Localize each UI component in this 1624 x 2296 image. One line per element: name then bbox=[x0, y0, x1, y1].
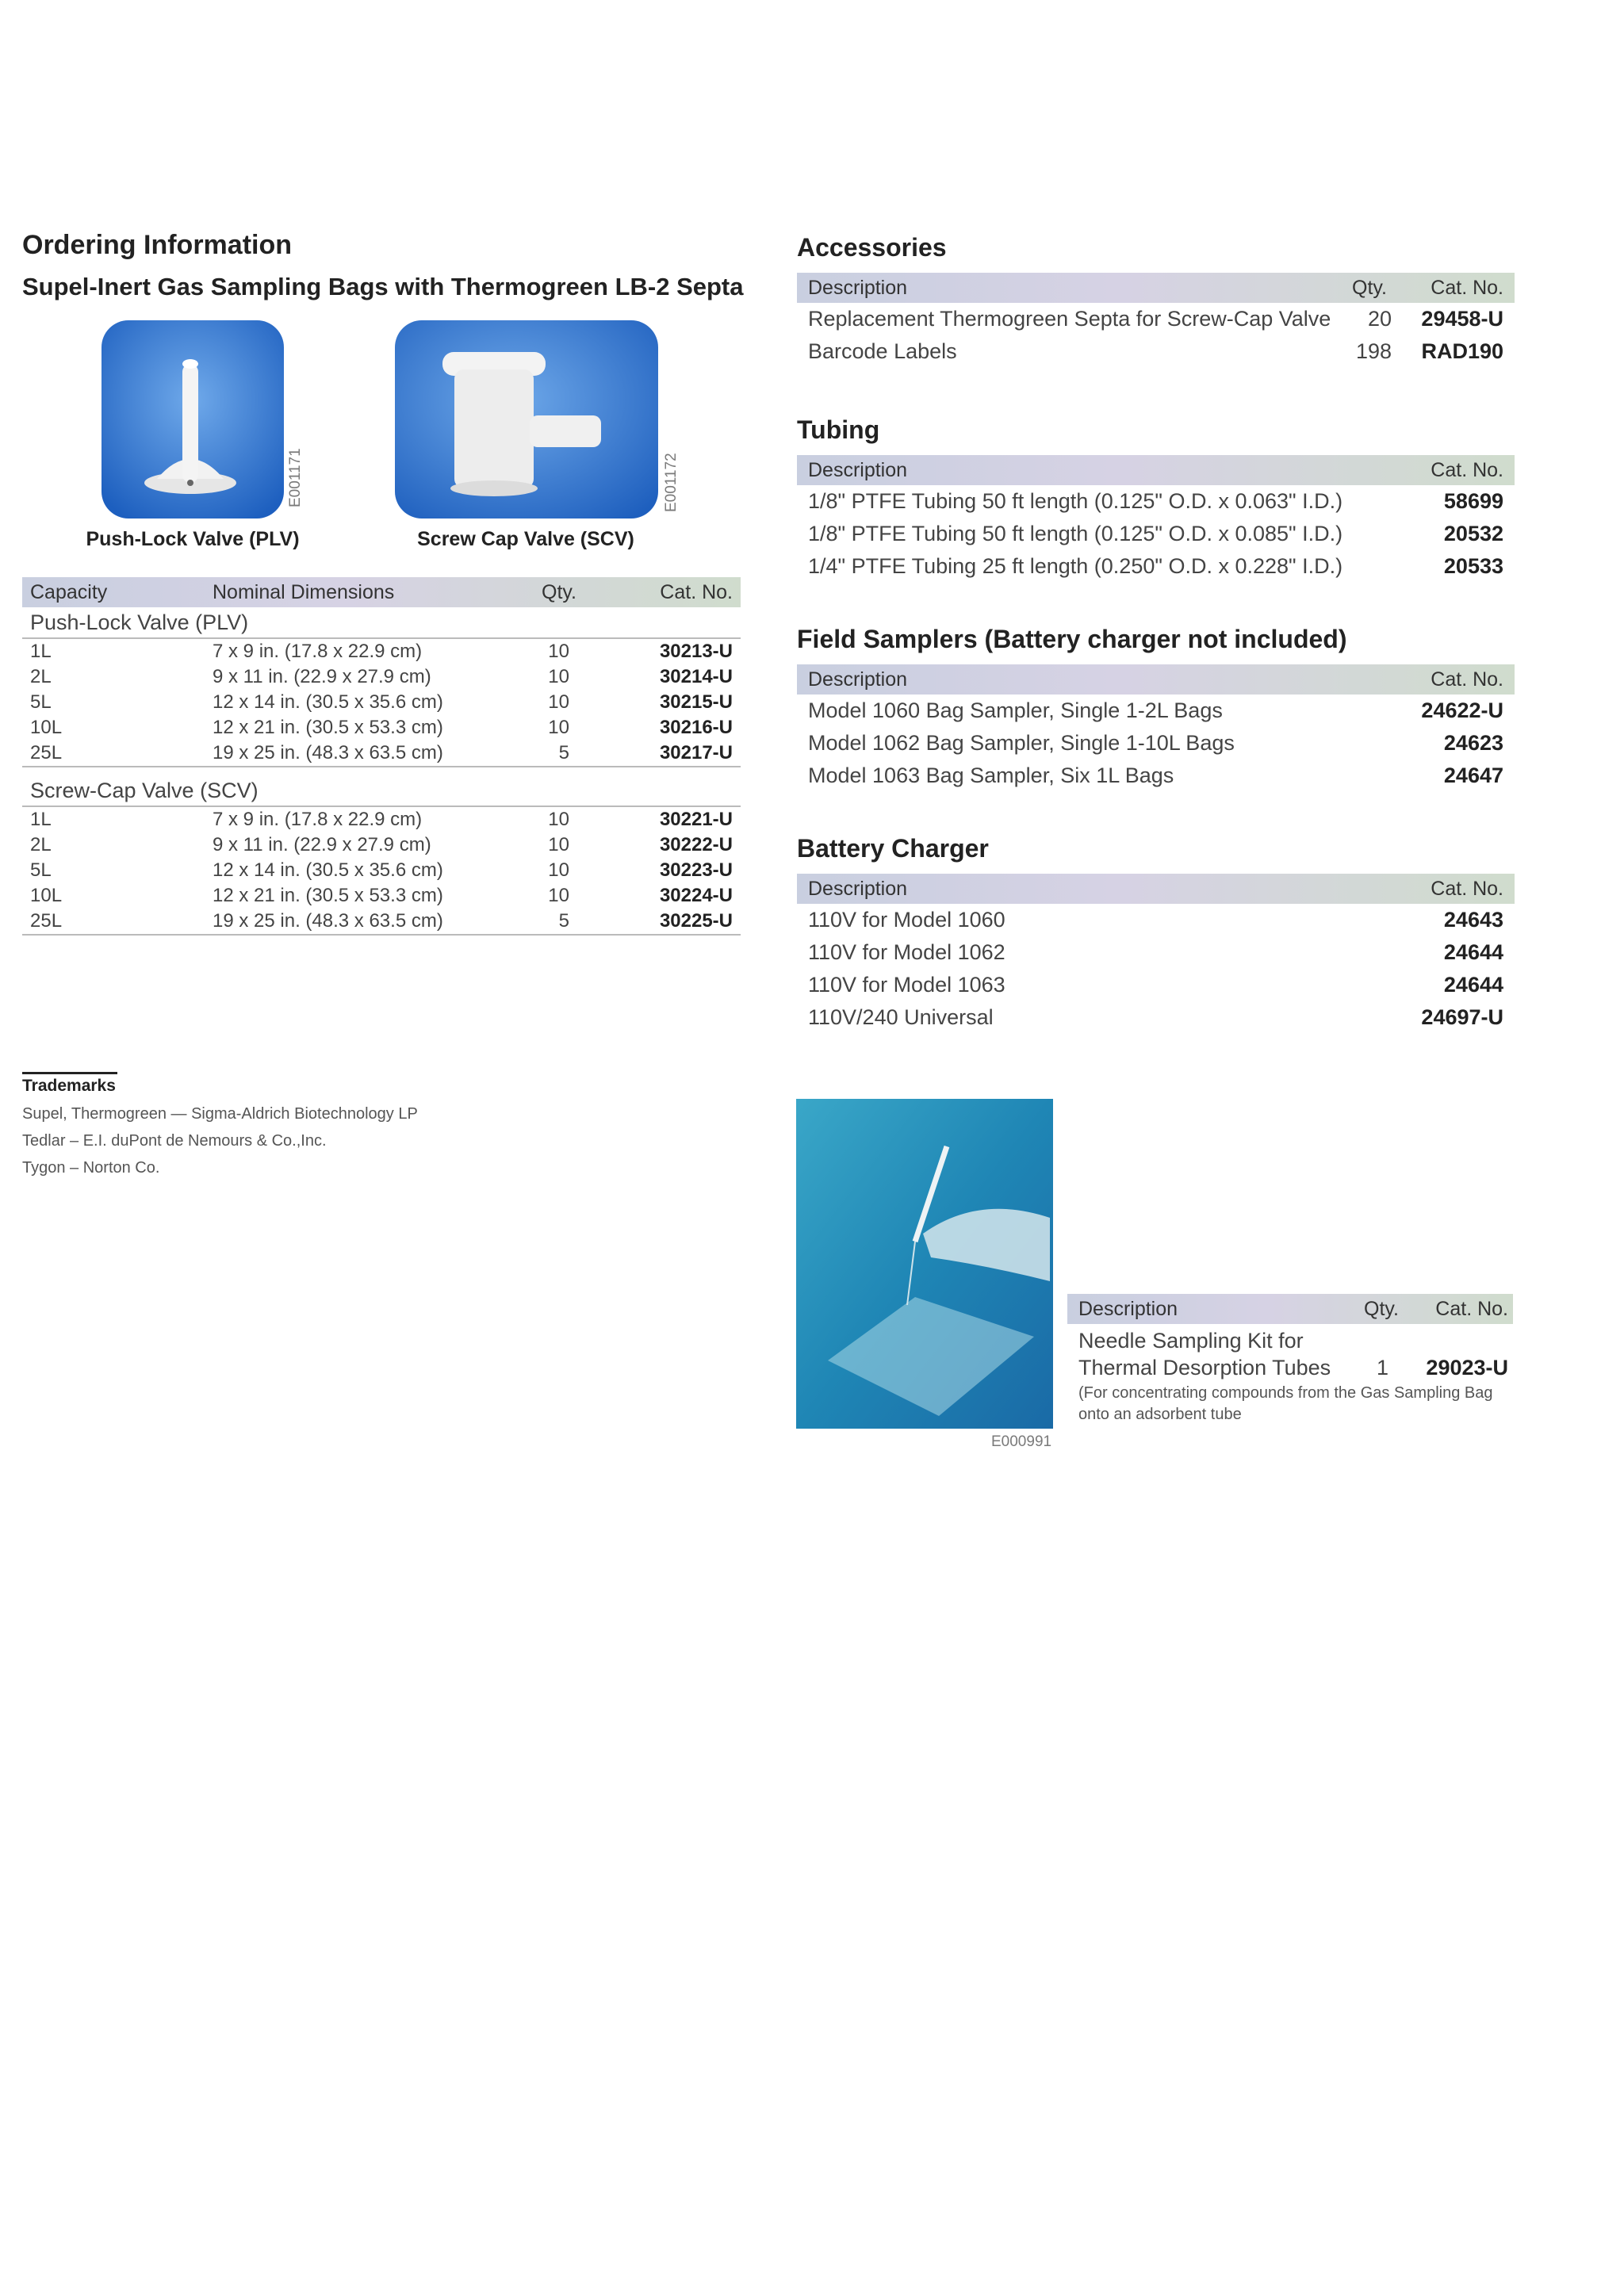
battery-charger-title: Battery Charger bbox=[797, 834, 989, 863]
photo-caption: Push-Lock Valve (PLV) bbox=[86, 528, 300, 550]
table-row bbox=[797, 969, 1515, 1001]
cell-cat-no: 30222-U bbox=[659, 834, 733, 855]
needle-kit-photo bbox=[796, 1099, 1053, 1429]
cell-cat-no: 20532 bbox=[1443, 522, 1503, 545]
table-row bbox=[797, 727, 1515, 760]
cell-qty: 5 bbox=[558, 910, 569, 932]
cell-qty: 10 bbox=[548, 666, 569, 687]
cell-dimensions: 9 x 11 in. (22.9 x 27.9 cm) bbox=[213, 834, 431, 855]
cell-cat-no: 30221-U bbox=[659, 809, 733, 830]
cell-description: 110V for Model 1063 bbox=[808, 973, 1005, 997]
table-row bbox=[22, 740, 741, 766]
group-end-rule bbox=[22, 934, 741, 936]
table-row bbox=[22, 807, 741, 832]
field-samplers-table bbox=[797, 664, 1515, 792]
cell-cat-no: 24647 bbox=[1443, 763, 1503, 787]
cell-qty: 10 bbox=[548, 691, 569, 713]
table-row bbox=[22, 690, 741, 715]
table-row bbox=[22, 715, 741, 740]
trademark-line: Supel, Thermogreen — Sigma-Aldrich Biotechnology LP bbox=[22, 1105, 418, 1123]
cell-description: Model 1062 Bag Sampler, Single 1-10L Bags bbox=[808, 731, 1235, 755]
header-cat-no: Cat. No. bbox=[660, 581, 733, 603]
cell-cat-no: 29023-U bbox=[1426, 1356, 1508, 1380]
table-row bbox=[797, 518, 1515, 550]
cell-description: 1/8" PTFE Tubing 50 ft length (0.125" O.D. x 0.085" I.D.) bbox=[808, 522, 1343, 545]
cell-cat-no: 24643 bbox=[1443, 908, 1503, 932]
tubing-table bbox=[797, 455, 1515, 583]
cell-qty: 5 bbox=[558, 742, 569, 763]
cell-cat-no: 24697-U bbox=[1421, 1005, 1503, 1029]
cell-cat-no: RAD190 bbox=[1421, 339, 1503, 363]
table-row bbox=[797, 760, 1515, 792]
cell-cat-no: 30213-U bbox=[659, 641, 733, 662]
cell-dimensions: 12 x 14 in. (30.5 x 35.6 cm) bbox=[213, 859, 443, 881]
cell-qty: 10 bbox=[548, 885, 569, 906]
header-description: Description bbox=[808, 459, 908, 481]
group-label: Screw-Cap Valve (SCV) bbox=[30, 779, 259, 802]
cell-qty: 198 bbox=[1355, 339, 1392, 363]
cell-capacity: 1L bbox=[30, 641, 52, 662]
table-row bbox=[797, 335, 1515, 368]
header-qty: Qty. bbox=[1364, 1298, 1399, 1320]
table-row bbox=[797, 936, 1515, 969]
cell-description bbox=[1078, 1327, 1331, 1381]
cell-description: Barcode Labels bbox=[808, 339, 957, 363]
note-line: (For concentrating compounds from the Gas Sampling Bag bbox=[1078, 1384, 1493, 1402]
cell-description: 110V/240 Universal bbox=[808, 1005, 994, 1029]
cell-dimensions: 12 x 21 in. (30.5 x 53.3 cm) bbox=[213, 717, 443, 738]
cell-capacity: 10L bbox=[30, 717, 63, 738]
table-header bbox=[797, 874, 1515, 904]
cell-description: 110V for Model 1060 bbox=[808, 908, 1005, 932]
cell-cat-no: 20533 bbox=[1443, 554, 1503, 578]
header-description: Description bbox=[1078, 1298, 1178, 1320]
cell-dimensions: 7 x 9 in. (17.8 x 22.9 cm) bbox=[213, 641, 423, 662]
needle-kit-table bbox=[1067, 1294, 1513, 1425]
trademark-line: Tedlar – E.I. duPont de Nemours & Co.,Inc. bbox=[22, 1132, 327, 1150]
photo-caption: Screw Cap Valve (SCV) bbox=[417, 528, 634, 550]
cell-dimensions: 12 x 14 in. (30.5 x 35.6 cm) bbox=[213, 691, 443, 713]
cell-dimensions: 19 x 25 in. (48.3 x 63.5 cm) bbox=[213, 910, 443, 932]
battery-charger-table bbox=[797, 874, 1515, 1034]
cell-description: 110V for Model 1062 bbox=[808, 940, 1005, 964]
push-lock-valve-photo bbox=[102, 320, 284, 519]
table-header bbox=[797, 455, 1515, 485]
table-row bbox=[797, 904, 1515, 936]
accessories-table bbox=[797, 273, 1515, 368]
header-description: Description bbox=[808, 668, 908, 691]
cell-description: 1/8" PTFE Tubing 50 ft length (0.125" O.D. x 0.063" I.D.) bbox=[808, 489, 1343, 513]
table-row bbox=[22, 832, 741, 858]
note-line: onto an adsorbent tube bbox=[1078, 1406, 1242, 1423]
photo-code: E001172 bbox=[663, 453, 680, 512]
table-row bbox=[797, 303, 1515, 335]
cell-capacity: 5L bbox=[30, 691, 52, 713]
cell-qty: 10 bbox=[548, 859, 569, 881]
cell-cat-no: 58699 bbox=[1443, 489, 1503, 513]
header-cat-no: Cat. No. bbox=[1431, 277, 1503, 299]
cell-dimensions: 7 x 9 in. (17.8 x 22.9 cm) bbox=[213, 809, 423, 830]
header-description: Description bbox=[808, 277, 908, 299]
cell-cat-no: 30215-U bbox=[659, 691, 733, 713]
table-group-header bbox=[22, 607, 741, 637]
table-group-header bbox=[22, 775, 741, 806]
cell-cat-no: 24644 bbox=[1443, 940, 1503, 964]
cell-cat-no: 24623 bbox=[1443, 731, 1503, 755]
cell-capacity: 2L bbox=[30, 834, 52, 855]
field-samplers-title: Field Samplers (Battery charger not included) bbox=[797, 625, 1347, 653]
group-end-rule bbox=[22, 766, 741, 767]
screw-cap-valve-photo bbox=[395, 320, 658, 519]
header-cat-no: Cat. No. bbox=[1435, 1298, 1508, 1320]
cell-cat-no: 24622-U bbox=[1421, 698, 1503, 722]
cell-capacity: 5L bbox=[30, 859, 52, 881]
cell-capacity: 2L bbox=[30, 666, 52, 687]
cell-dimensions: 19 x 25 in. (48.3 x 63.5 cm) bbox=[213, 742, 443, 763]
bag-ordering-table bbox=[22, 577, 741, 943]
page-title: Ordering Information bbox=[22, 230, 292, 260]
header-qty: Qty. bbox=[1352, 277, 1387, 299]
table-row bbox=[797, 550, 1515, 583]
table-row bbox=[22, 639, 741, 664]
cell-qty: 10 bbox=[548, 809, 569, 830]
cell-qty: 10 bbox=[548, 641, 569, 662]
desc-line: Thermal Desorption Tubes bbox=[1078, 1356, 1331, 1380]
cell-cat-no: 30216-U bbox=[659, 717, 733, 738]
cell-cat-no: 30214-U bbox=[659, 666, 733, 687]
desc-line: Needle Sampling Kit for bbox=[1078, 1329, 1304, 1353]
header-dimensions: Nominal Dimensions bbox=[213, 581, 395, 603]
table-header bbox=[22, 577, 741, 607]
header-cat-no: Cat. No. bbox=[1431, 459, 1503, 481]
table-row bbox=[22, 858, 741, 883]
cell-dimensions: 12 x 21 in. (30.5 x 53.3 cm) bbox=[213, 885, 443, 906]
cell-cat-no: 24644 bbox=[1443, 973, 1503, 997]
table-row bbox=[797, 1001, 1515, 1034]
table-row bbox=[22, 909, 741, 934]
header-cat-no: Cat. No. bbox=[1431, 668, 1503, 691]
table-header bbox=[1067, 1294, 1513, 1324]
group-label: Push-Lock Valve (PLV) bbox=[30, 610, 249, 634]
trademarks-title: Trademarks bbox=[22, 1077, 116, 1095]
cell-capacity: 10L bbox=[30, 885, 63, 906]
header-qty: Qty. bbox=[542, 581, 576, 603]
cell-capacity: 1L bbox=[30, 809, 52, 830]
trademarks-rule bbox=[22, 1072, 117, 1074]
cell-cat-no: 30225-U bbox=[659, 910, 733, 932]
cell-capacity: 25L bbox=[30, 910, 63, 932]
header-description: Description bbox=[808, 878, 908, 900]
photo-code: E001171 bbox=[287, 448, 304, 507]
trademark-line: Tygon – Norton Co. bbox=[22, 1159, 160, 1177]
table-row bbox=[797, 695, 1515, 727]
accessories-title: Accessories bbox=[797, 233, 947, 262]
cell-dimensions: 9 x 11 in. (22.9 x 27.9 cm) bbox=[213, 666, 431, 687]
cell-cat-no: 30223-U bbox=[659, 859, 733, 881]
cell-description: Model 1063 Bag Sampler, Six 1L Bags bbox=[808, 763, 1174, 787]
table-row bbox=[1067, 1324, 1513, 1383]
table-header bbox=[797, 664, 1515, 695]
cell-capacity: 25L bbox=[30, 742, 63, 763]
cell-description: 1/4" PTFE Tubing 25 ft length (0.250" O.D. x 0.228" I.D.) bbox=[808, 554, 1343, 578]
cell-qty: 10 bbox=[548, 717, 569, 738]
cell-description: Replacement Thermogreen Septa for Screw-Cap Valve bbox=[808, 307, 1331, 331]
table-row bbox=[22, 883, 741, 909]
cell-cat-no: 30224-U bbox=[659, 885, 733, 906]
cell-cat-no: 30217-U bbox=[659, 742, 733, 763]
needle-kit-note bbox=[1067, 1383, 1513, 1425]
cell-cat-no: 29458-U bbox=[1421, 307, 1503, 331]
table-row bbox=[797, 485, 1515, 518]
page-subtitle: Supel-Inert Gas Sampling Bags with Thermogreen LB-2 Septa bbox=[22, 273, 744, 300]
header-capacity: Capacity bbox=[30, 581, 108, 603]
trademarks-list bbox=[22, 1100, 418, 1181]
cell-qty: 20 bbox=[1367, 307, 1392, 331]
header-cat-no: Cat. No. bbox=[1431, 878, 1503, 900]
table-header bbox=[797, 273, 1515, 303]
cell-description: Model 1060 Bag Sampler, Single 1-2L Bags bbox=[808, 698, 1223, 722]
cell-qty: 10 bbox=[548, 834, 569, 855]
cell-qty: 1 bbox=[1377, 1356, 1389, 1380]
photo-code: E000991 bbox=[991, 1433, 1052, 1450]
table-row bbox=[22, 664, 741, 690]
tubing-title: Tubing bbox=[797, 415, 880, 444]
